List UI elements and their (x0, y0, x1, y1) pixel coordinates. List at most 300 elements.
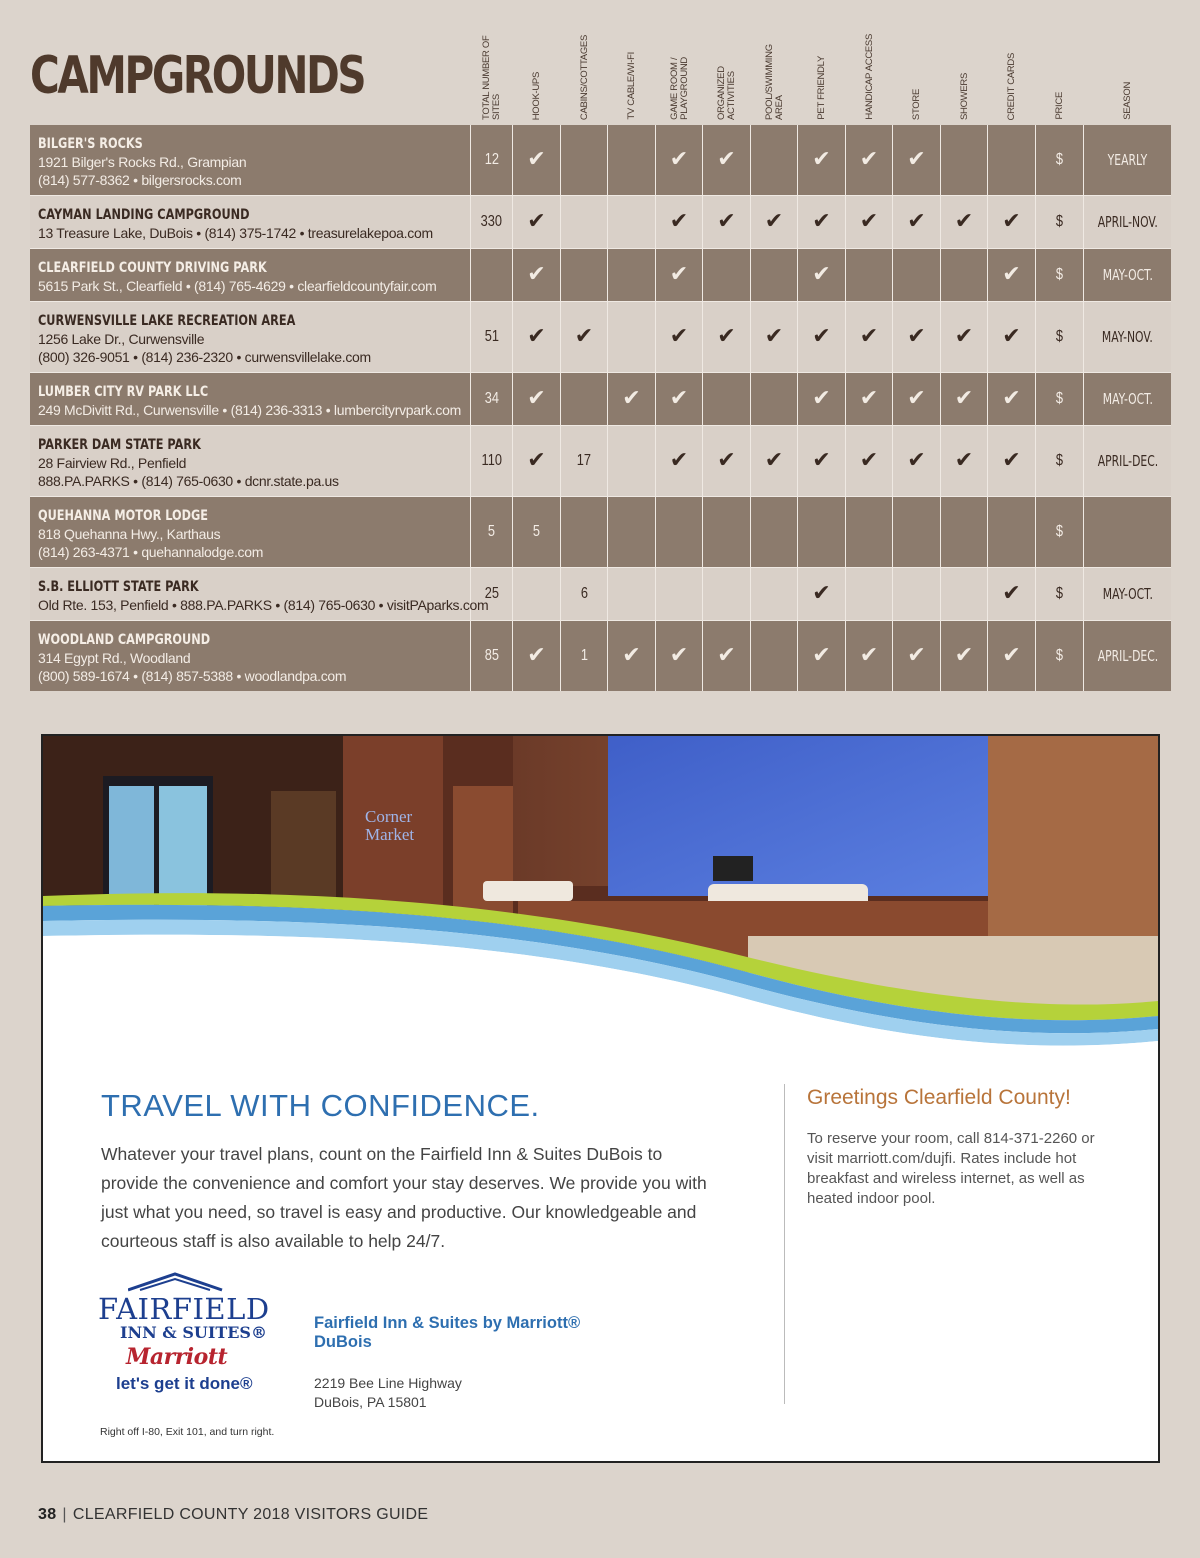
cell-pool (751, 621, 798, 691)
cell-credit-cards (988, 621, 1036, 691)
column-header-pool (751, 28, 798, 120)
cell-hookups (513, 125, 561, 195)
column-headers (471, 28, 1171, 120)
hotel-advertisement (41, 734, 1160, 1463)
cell-activities (703, 125, 751, 195)
checkmark-icon: ✔ (1002, 209, 1021, 234)
campground-address-line: Old Rte. 153, Penfield • 888.PA.PARKS • (814) 765-0630 • visitPAparks.com (38, 597, 489, 613)
hotel-city: DuBois (314, 1333, 372, 1351)
cell-value: $ (1055, 452, 1064, 469)
campground-name: CAYMAN LANDING CAMPGROUND (38, 207, 250, 223)
column-header-label: TV CABLE/WI-FI (626, 52, 637, 120)
season-value: MAY-NOV. (1102, 328, 1153, 346)
footer-publication: CLEARFIELD COUNTY 2018 VISITORS GUIDE (72, 1506, 429, 1523)
checkmark-icon: ✔ (669, 643, 689, 668)
cell-season (1084, 249, 1171, 301)
cell-credit-cards (988, 249, 1036, 301)
cell-game-room (656, 373, 703, 425)
cell-showers (941, 621, 988, 691)
campground-info-cell (30, 568, 489, 620)
page-footer (38, 1506, 428, 1524)
column-header-game-room (656, 28, 703, 120)
campground-name: CURWENSVILLE LAKE RECREATION AREA (38, 313, 296, 329)
cell-tv-wifi (608, 302, 656, 372)
column-header-label: CREDIT CARDS (1006, 52, 1017, 120)
cell-value: $ (1055, 585, 1064, 602)
campground-name: WOODLAND CAMPGROUND (38, 632, 211, 648)
cell-activities (703, 373, 751, 425)
campground-info-cell (30, 302, 471, 372)
column-header-season (1084, 28, 1171, 120)
checkmark-icon: ✔ (527, 643, 546, 668)
campground-address-line: (814) 577-8362 • bilgersrocks.com (38, 172, 242, 188)
ad-body-text: Whatever your travel plans, count on the Fairfield Inn & Suites DuBois to provide the convenience and comfort your stay deserves. We provide you with just what you need, so travel is easy and productive. Our knowledgeable and courteous staff is also available to help 24/7. (101, 1144, 707, 1251)
cell-handicap (846, 373, 893, 425)
season-value: APRIL-DEC. (1097, 647, 1158, 665)
hotel-address (314, 1374, 462, 1412)
checkmark-icon: ✔ (907, 324, 926, 349)
campground-name: BILGER'S ROCKS (38, 136, 143, 152)
cell-tv-wifi (608, 426, 656, 496)
campground-info-cell (30, 621, 471, 691)
column-header-credit-cards (988, 28, 1036, 120)
cell-sites (471, 125, 513, 195)
checkmark-icon: ✔ (907, 386, 926, 411)
table-row (30, 248, 1171, 301)
cell-store (893, 125, 941, 195)
cell-value: 25 (484, 585, 499, 602)
cell-store (893, 302, 941, 372)
cell-credit-cards (988, 196, 1036, 248)
cell-store (893, 373, 941, 425)
checkmark-icon: ✔ (717, 448, 736, 473)
checkmark-icon: ✔ (954, 643, 974, 668)
cell-pet-friendly (798, 568, 846, 620)
logo-tagline: let's get it done® (116, 1374, 253, 1393)
checkmark-icon: ✔ (859, 209, 879, 234)
cell-sites (471, 249, 513, 301)
hotel-name-block (314, 1314, 580, 1352)
cell-credit-cards (988, 125, 1036, 195)
checkmark-icon: ✔ (527, 147, 546, 172)
cell-handicap (846, 125, 893, 195)
cell-value: 6 (580, 585, 588, 602)
cell-tv-wifi (608, 125, 656, 195)
cell-sites (471, 426, 513, 496)
cell-showers (941, 302, 988, 372)
checkmark-icon: ✔ (527, 209, 546, 234)
checkmark-icon: ✔ (764, 324, 784, 349)
column-header-store (893, 28, 941, 120)
table-row (30, 195, 1171, 248)
campground-address-line: 28 Fairview Rd., Penfield (38, 455, 187, 471)
cell-hookups (513, 568, 561, 620)
directions-text: Right off I-80, Exit 101, and turn right. (100, 1426, 275, 1438)
cell-cabins (561, 621, 608, 691)
cell-price (1036, 426, 1084, 496)
cell-season (1084, 373, 1171, 425)
cell-credit-cards (988, 373, 1036, 425)
column-header-label: TOTAL NUMBER OF SITES (481, 35, 502, 120)
cell-tv-wifi (608, 196, 656, 248)
cell-store (893, 426, 941, 496)
cell-value: 1 (580, 647, 588, 664)
cell-value: 17 (576, 452, 592, 469)
cell-handicap (846, 497, 893, 567)
logo-inn-suites-text: INN & SUITES® (120, 1323, 267, 1342)
cell-cabins (561, 568, 608, 620)
cell-value: 12 (484, 151, 499, 168)
cell-pet-friendly (798, 249, 846, 301)
logo-fairfield-text: FAIRFIELD (98, 1292, 270, 1326)
cell-hookups (513, 302, 561, 372)
checkmark-icon: ✔ (527, 448, 546, 473)
column-header-label: STORE (911, 88, 922, 120)
cell-cabins (561, 302, 608, 372)
cell-value: $ (1055, 213, 1064, 230)
checkmark-icon: ✔ (1002, 324, 1021, 349)
cell-store (893, 497, 941, 567)
cell-showers (941, 125, 988, 195)
checkmark-icon: ✔ (812, 643, 831, 668)
column-header-label: POOL/SWIMMING AREA (763, 44, 785, 120)
cell-price (1036, 249, 1084, 301)
season-value: MAY-OCT. (1102, 390, 1153, 408)
cell-pet-friendly (798, 196, 846, 248)
checkmark-icon: ✔ (954, 209, 974, 234)
table-row (30, 301, 1171, 372)
column-header-showers (941, 28, 988, 120)
cell-value: $ (1055, 151, 1064, 168)
cell-handicap (846, 302, 893, 372)
cell-value: 110 (481, 452, 502, 469)
checkmark-icon: ✔ (1002, 581, 1021, 606)
campgrounds-table (30, 125, 1171, 691)
column-header-label: CABINS/COTTAGES (578, 34, 590, 120)
cell-value: 51 (484, 328, 499, 345)
cell-season (1084, 196, 1171, 248)
cell-value: $ (1055, 390, 1064, 407)
column-header-label: PRICE (1054, 92, 1065, 120)
campground-name: S.B. ELLIOTT STATE PARK (38, 579, 199, 595)
cell-pet-friendly (798, 302, 846, 372)
cell-pool (751, 568, 798, 620)
address-street: 2219 Bee Line Highway (314, 1375, 462, 1391)
cell-price (1036, 568, 1084, 620)
checkmark-icon: ✔ (859, 448, 879, 473)
checkmark-icon: ✔ (812, 324, 831, 349)
checkmark-icon: ✔ (859, 147, 879, 172)
checkmark-icon: ✔ (812, 448, 831, 473)
campground-address-line: 1921 Bilger's Rocks Rd., Grampian (38, 154, 247, 170)
checkmark-icon: ✔ (859, 324, 879, 349)
cell-tv-wifi (608, 497, 656, 567)
checkmark-icon: ✔ (717, 643, 736, 668)
cell-tv-wifi (608, 373, 656, 425)
campground-name: PARKER DAM STATE PARK (38, 437, 201, 453)
campground-info-cell (30, 125, 471, 195)
cell-game-room (656, 249, 703, 301)
campground-address-line: (800) 589-1674 • (814) 857-5388 • woodlandpa.com (38, 668, 347, 684)
cell-pool (751, 373, 798, 425)
cell-game-room (656, 426, 703, 496)
cell-pool (751, 196, 798, 248)
cell-activities (703, 568, 751, 620)
cell-hookups (513, 621, 561, 691)
footer-separator: | (62, 1506, 67, 1523)
column-header-label: PET FRIENDLY (816, 56, 827, 120)
season-value: YEARLY (1107, 151, 1148, 169)
cell-showers (941, 426, 988, 496)
cell-pool (751, 426, 798, 496)
cell-showers (941, 249, 988, 301)
cell-showers (941, 373, 988, 425)
cell-activities (703, 621, 751, 691)
greeting-title: Greetings Clearfield County! (807, 1086, 1071, 1109)
cell-credit-cards (988, 302, 1036, 372)
campground-address-line: 5615 Park St., Clearfield • (814) 765-4629 • clearfieldcountyfair.com (38, 278, 437, 294)
cell-season (1084, 621, 1171, 691)
checkmark-icon: ✔ (907, 448, 926, 473)
cell-game-room (656, 497, 703, 567)
cell-season (1084, 125, 1171, 195)
checkmark-icon: ✔ (859, 386, 879, 411)
checkmark-icon: ✔ (527, 324, 546, 349)
cell-game-room (656, 125, 703, 195)
cell-value: $ (1055, 328, 1064, 345)
campground-address-line: 249 McDivitt Rd., Curwensville • (814) 236-3313 • lumbercityrvpark.com (38, 402, 461, 418)
checkmark-icon: ✔ (812, 147, 831, 172)
checkmark-icon: ✔ (954, 324, 974, 349)
cell-store (893, 249, 941, 301)
cell-game-room (656, 302, 703, 372)
column-header-activities (703, 28, 751, 120)
cell-cabins (561, 196, 608, 248)
checkmark-icon: ✔ (954, 386, 974, 411)
checkmark-icon: ✔ (527, 386, 546, 411)
hotel-name: Fairfield Inn & Suites by Marriott® (314, 1314, 581, 1332)
season-value: MAY-OCT. (1102, 266, 1153, 284)
table-row (30, 620, 1171, 691)
cell-game-room (656, 621, 703, 691)
cell-sites (471, 373, 513, 425)
cell-price (1036, 373, 1084, 425)
cell-store (893, 196, 941, 248)
column-header-handicap (846, 28, 893, 120)
checkmark-icon: ✔ (669, 147, 689, 172)
cell-price (1036, 196, 1084, 248)
checkmark-icon: ✔ (1002, 386, 1021, 411)
cell-price (1036, 125, 1084, 195)
cell-value: $ (1055, 523, 1064, 540)
cell-season (1084, 497, 1171, 567)
checkmark-icon: ✔ (1002, 262, 1021, 287)
cell-value: 85 (484, 647, 499, 664)
campground-address-line: 13 Treasure Lake, DuBois • (814) 375-1742 • treasurelakepoa.com (38, 225, 433, 241)
cell-activities (703, 302, 751, 372)
cell-sites (471, 497, 513, 567)
column-header-hookups (513, 28, 561, 120)
table-row (30, 567, 1171, 620)
checkmark-icon: ✔ (764, 448, 784, 473)
table-row (30, 372, 1171, 425)
cell-store (893, 621, 941, 691)
column-header-tv-wifi (608, 28, 656, 120)
cell-tv-wifi (608, 621, 656, 691)
cell-tv-wifi (608, 249, 656, 301)
fairfield-logo (98, 1272, 273, 1394)
campground-address-line: (814) 263-4371 • quehannalodge.com (38, 544, 264, 560)
checkmark-icon: ✔ (574, 324, 594, 349)
ad-divider (784, 1084, 785, 1404)
cell-pool (751, 125, 798, 195)
column-header-label: HOOK-UPS (531, 71, 542, 120)
cell-game-room (656, 196, 703, 248)
checkmark-icon: ✔ (669, 324, 689, 349)
cell-activities (703, 196, 751, 248)
cell-credit-cards (988, 426, 1036, 496)
season-value: APRIL-NOV. (1097, 213, 1158, 231)
cell-showers (941, 196, 988, 248)
checkmark-icon: ✔ (764, 209, 784, 234)
cell-hookups (513, 497, 561, 567)
column-header-pet-friendly (798, 28, 846, 120)
cell-value: 330 (480, 213, 503, 230)
cell-showers (941, 568, 988, 620)
cell-handicap (846, 621, 893, 691)
cell-sites (471, 568, 513, 620)
checkmark-icon: ✔ (669, 209, 689, 234)
season-value: APRIL-DEC. (1097, 452, 1158, 470)
cell-value: 5 (532, 523, 541, 540)
campground-name: CLEARFIELD COUNTY DRIVING PARK (38, 260, 267, 276)
checkmark-icon: ✔ (717, 324, 736, 349)
cell-cabins (561, 426, 608, 496)
cell-pet-friendly (798, 426, 846, 496)
ad-headline: TRAVEL WITH CONFIDENCE. (101, 1088, 540, 1123)
cell-hookups (513, 196, 561, 248)
checkmark-icon: ✔ (954, 448, 974, 473)
checkmark-icon: ✔ (859, 643, 879, 668)
column-header-label: ORGANIZED ACTIVITIES (716, 66, 737, 120)
campground-info-cell (30, 196, 471, 248)
checkmark-icon: ✔ (669, 448, 689, 473)
page-title: CAMPGROUNDS (30, 46, 365, 106)
cell-season (1084, 302, 1171, 372)
cell-season (1084, 426, 1171, 496)
cell-sites (471, 621, 513, 691)
cell-cabins (561, 373, 608, 425)
column-header-cabins (561, 28, 608, 120)
campground-info-cell (30, 373, 471, 425)
cell-hookups (513, 249, 561, 301)
campground-info-cell (30, 426, 471, 496)
column-header-sites (471, 28, 513, 120)
cell-price (1036, 497, 1084, 567)
column-header-price (1036, 28, 1084, 120)
checkmark-icon: ✔ (812, 262, 831, 287)
roof-icon (128, 1272, 223, 1292)
column-header-label: SEASON (1121, 82, 1133, 120)
cell-value: 5 (487, 523, 496, 540)
checkmark-icon: ✔ (907, 147, 926, 172)
cell-cabins (561, 125, 608, 195)
checkmark-icon: ✔ (907, 209, 926, 234)
cell-sites (471, 196, 513, 248)
checkmark-icon: ✔ (717, 147, 736, 172)
table-row (30, 425, 1171, 496)
checkmark-icon: ✔ (812, 386, 831, 411)
column-header-label: HANDICAP ACCESS (863, 34, 875, 120)
cell-activities (703, 249, 751, 301)
cell-price (1036, 302, 1084, 372)
cell-cabins (561, 249, 608, 301)
cell-value: $ (1055, 266, 1064, 283)
cell-price (1036, 621, 1084, 691)
table-row (30, 496, 1171, 567)
cell-hookups (513, 426, 561, 496)
checkmark-icon: ✔ (622, 643, 641, 668)
logo-marriott-text: Marriott (126, 1344, 228, 1370)
cell-store (893, 568, 941, 620)
campground-address-line: 314 Egypt Rd., Woodland (38, 650, 191, 666)
greeting-body: To reserve your room, call 814-371-2260 or visit marriott.com/dujfi. Rates include hot breakfast and wireless internet, as well as heated indoor pool. (807, 1130, 1095, 1207)
cell-handicap (846, 568, 893, 620)
checkmark-icon: ✔ (717, 209, 736, 234)
cell-handicap (846, 426, 893, 496)
checkmark-icon: ✔ (812, 209, 831, 234)
cell-value: $ (1055, 647, 1064, 664)
cell-cabins (561, 497, 608, 567)
cell-pet-friendly (798, 125, 846, 195)
checkmark-icon: ✔ (1002, 448, 1021, 473)
campground-name: QUEHANNA MOTOR LODGE (38, 508, 209, 524)
campground-address-line: (800) 326-9051 • (814) 236-2320 • curwensvillelake.com (38, 349, 371, 365)
cell-handicap (846, 249, 893, 301)
checkmark-icon: ✔ (669, 262, 689, 287)
checkmark-icon: ✔ (527, 262, 546, 287)
checkmark-icon: ✔ (1002, 643, 1021, 668)
page-number: 38 (38, 1506, 57, 1523)
cell-tv-wifi (608, 568, 656, 620)
campground-address-line: 888.PA.PARKS • (814) 765-0630 • dcnr.state.pa.us (38, 473, 339, 489)
campground-info-cell (30, 249, 471, 301)
checkmark-icon: ✔ (907, 643, 926, 668)
campground-info-cell (30, 497, 471, 567)
address-city: DuBois, PA 15801 (314, 1394, 427, 1410)
cell-pool (751, 302, 798, 372)
cell-pet-friendly (798, 621, 846, 691)
campground-name: LUMBER CITY RV PARK LLC (38, 384, 209, 400)
campground-address-line: 818 Quehanna Hwy., Karthaus (38, 526, 221, 542)
cell-activities (703, 426, 751, 496)
table-row (30, 125, 1171, 195)
cell-credit-cards (988, 568, 1036, 620)
cell-sites (471, 302, 513, 372)
column-header-label: SHOWERS (958, 73, 970, 120)
campground-address-line: 1256 Lake Dr., Curwensville (38, 331, 205, 347)
checkmark-icon: ✔ (669, 386, 689, 411)
cell-credit-cards (988, 497, 1036, 567)
corner-market-sign: Corner Market (365, 807, 415, 844)
checkmark-icon: ✔ (812, 581, 831, 606)
cell-hookups (513, 373, 561, 425)
cell-activities (703, 497, 751, 567)
cell-game-room (656, 568, 703, 620)
cell-pet-friendly (798, 497, 846, 567)
lobby-photo (43, 736, 1158, 1066)
cell-pool (751, 249, 798, 301)
